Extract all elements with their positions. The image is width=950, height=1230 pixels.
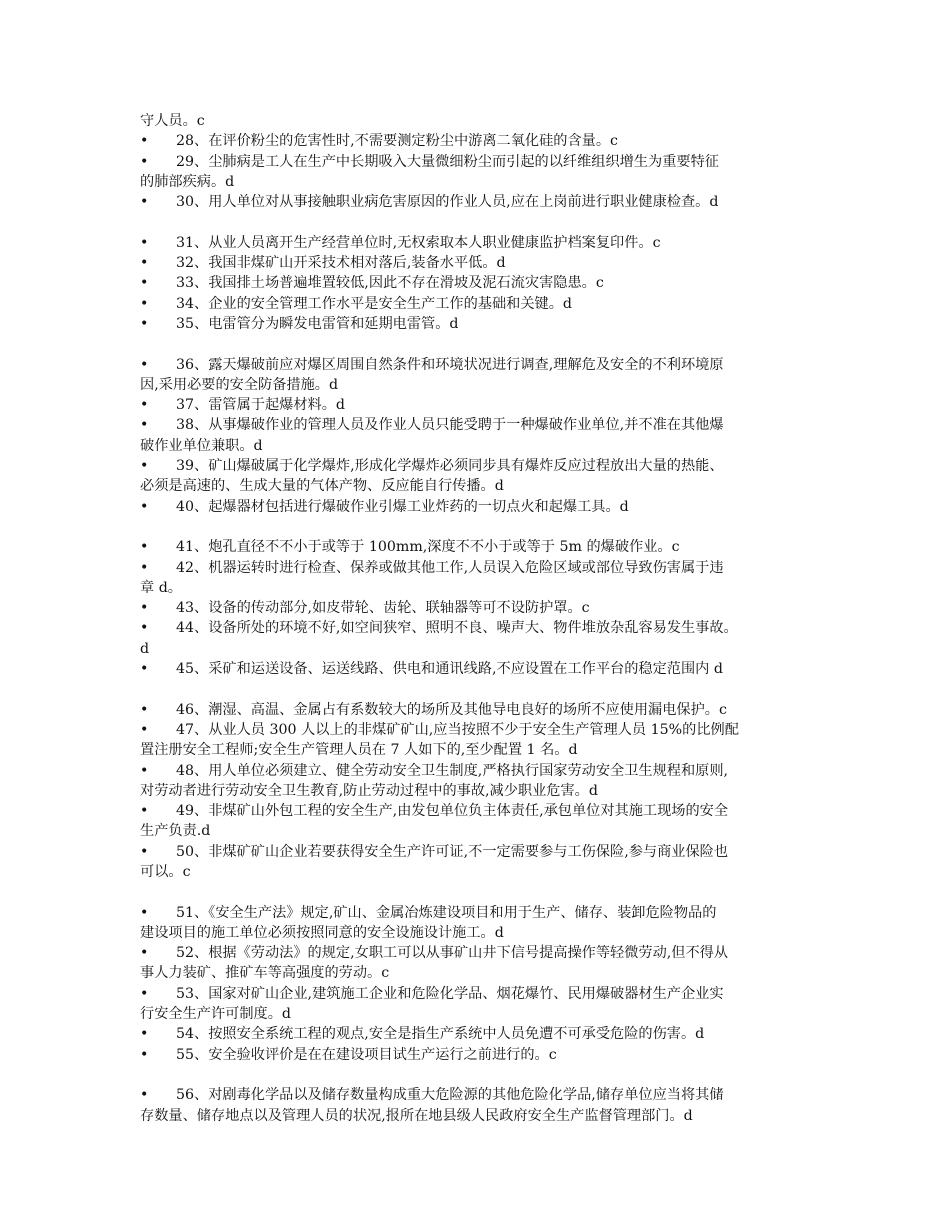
list-item-first-line — [140, 761, 820, 781]
list-item-first-line — [140, 497, 820, 517]
list-item-first-line — [140, 1024, 820, 1044]
list-item — [140, 415, 820, 456]
list-item — [140, 659, 820, 679]
list-item-first-line — [140, 233, 820, 253]
list-item-first-line — [140, 253, 820, 273]
lead-line: 守人员。c — [140, 113, 205, 129]
list-item — [140, 1024, 820, 1044]
bullet-marker: • — [140, 620, 149, 637]
list-item — [140, 943, 820, 984]
bullet-marker: • — [140, 843, 149, 860]
bullet-marker: • — [140, 661, 149, 678]
bullet-marker: • — [140, 417, 149, 434]
bullet-marker: • — [140, 803, 149, 820]
list-item-first-line — [140, 598, 820, 618]
list-item — [140, 152, 820, 193]
list-item-text: 48、用人单位必须建立、健全劳动安全卫生制度,严格执行国家劳动安全卫生规程和原则, — [176, 762, 729, 779]
list-item-text: 36、露天爆破前应对爆区周围自然条件和环境状况进行调查,理解危及安全的不利环境原 — [176, 356, 724, 373]
list-item-text: 50、非煤矿矿山企业若要获得安全生产许可证,不一定需要参与工伤保险,参与商业保险也 — [176, 843, 729, 860]
list-item-text: 37、雷管属于起爆材料。d — [176, 397, 346, 414]
list-item — [140, 1045, 820, 1065]
list-item-text: 44、设备所处的环境不好,如空间狭窄、照明不良、噪声大、物件堆放杂乱容易发生事故。 — [176, 620, 738, 637]
list-item-text: 53、国家对矿山企业,建筑施工企业和危险化学品、烟花爆竹、民用爆破器材生产企业实 — [176, 985, 724, 1002]
bullet-marker: • — [140, 721, 149, 738]
bullet-marker: • — [140, 194, 149, 211]
paragraph-gap — [140, 1065, 820, 1085]
list-item-continuation: 的肺部疾病。d — [140, 173, 235, 190]
list-item-continuation: 对劳动者进行劳动安全卫生教育,防止劳动过程中的事故,减少职业危害。d — [140, 782, 598, 799]
list-item-text: 33、我国排土场普遍堆置较低,因此不存在滑坡及泥石流灾害隐患。c — [176, 275, 604, 292]
list-item-first-line — [140, 415, 820, 435]
list-item-continuation: 生产负责.d — [140, 823, 211, 840]
paragraph-gap — [140, 882, 820, 902]
list-item-first-line — [140, 131, 820, 151]
list-item — [140, 192, 820, 212]
list-item — [140, 842, 820, 883]
list-item-text: 43、设备的传动部分,如皮带轮、齿轮、联轴器等可不设防护罩。c — [176, 600, 590, 617]
bullet-marker: • — [140, 1046, 149, 1063]
list-item-text: 31、从业人员离开生产经营单位时,无权索取本人职业健康监护档案复印件。c — [176, 234, 661, 251]
list-item-first-line — [140, 1085, 820, 1105]
list-item — [140, 1085, 820, 1126]
paragraph-gap — [140, 517, 820, 537]
list-item-first-line — [140, 943, 820, 963]
bullet-marker: • — [140, 295, 149, 312]
list-item — [140, 801, 820, 842]
list-item-first-line — [140, 720, 820, 740]
list-item — [140, 497, 820, 517]
list-item-first-line — [140, 192, 820, 212]
bullet-marker: • — [140, 255, 149, 272]
list-item-continuation: 必须是高速的、生成大量的气体产物、反应能自行传播。d — [140, 478, 504, 495]
list-item-first-line — [140, 395, 820, 415]
list-item-continuation: 可以。c — [140, 863, 191, 880]
list-item — [140, 618, 820, 659]
list-item — [140, 233, 820, 253]
bullet-marker: • — [140, 701, 149, 718]
list-item-first-line — [140, 801, 820, 821]
list-item-text: 38、从事爆破作业的管理人员及作业人员只能受聘于一种爆破作业单位,并不准在其他爆 — [176, 417, 724, 434]
list-item-text: 40、起爆器材包括进行爆破作业引爆工业炸药的一切点火和起爆工具。d — [176, 498, 629, 515]
bullet-marker: • — [140, 133, 149, 150]
document-body — [140, 111, 820, 1126]
list-item-text: 51、《安全生产法》规定,矿山、金属冶炼建设项目和用于生产、储存、装卸危险物品的 — [176, 904, 717, 921]
list-item-text: 47、从业人员 300 人以上的非煤矿矿山,应当按照不少于安全生产管理人员 15%的比例配 — [176, 721, 739, 738]
list-item-text: 42、机器运转时进行检查、保养或做其他工作,人员误入危险区域或部位导致伤害属于违 — [176, 559, 724, 576]
list-item — [140, 720, 820, 761]
list-item-first-line — [140, 537, 820, 557]
list-item-continuation: 建设项目的施工单位必须按照同意的安全设施设计施工。d — [140, 924, 504, 941]
list-item-first-line — [140, 558, 820, 578]
list-item — [140, 598, 820, 618]
list-item — [140, 558, 820, 599]
bullet-marker: • — [140, 153, 149, 170]
list-item-first-line — [140, 1045, 820, 1065]
list-item-first-line — [140, 456, 820, 476]
list-item — [140, 984, 820, 1025]
list-item — [140, 761, 820, 802]
paragraph-gap — [140, 334, 820, 354]
list-item-text: 41、炮孔直径不不小于或等于 100mm,深度不不小于或等于 5m 的爆破作业。c — [176, 539, 680, 556]
list-item-continuation: 存数量、储存地点以及管理人员的状况,报所在地县级人民政府安全生产监督管理部门。d — [140, 1107, 693, 1124]
list-item-first-line — [140, 618, 820, 638]
list-item-first-line — [140, 355, 820, 375]
list-item-continuation: 章 d。 — [140, 579, 182, 596]
bullet-marker: • — [140, 315, 149, 332]
list-item-first-line — [140, 659, 820, 679]
bullet-marker: • — [140, 1026, 149, 1043]
list-item-text: 39、矿山爆破属于化学爆炸,形成化学爆炸必须同步具有爆炸反应过程放出大量的热能、 — [176, 458, 724, 475]
list-item-continuation: d — [140, 640, 150, 657]
list-item-text: 49、非煤矿山外包工程的安全生产,由发包单位负主体责任,承包单位对其施工现场的安全 — [176, 803, 729, 820]
list-item — [140, 294, 820, 314]
list-item-first-line — [140, 314, 820, 334]
list-item-text: 55、安全验收评价是在在建设项目试生产运行之前进行的。c — [176, 1046, 557, 1063]
bullet-marker: • — [140, 234, 149, 251]
bullet-marker: • — [140, 1087, 149, 1104]
list-item — [140, 395, 820, 415]
list-item-text: 34、企业的安全管理工作水平是安全生产工作的基础和关键。d — [176, 295, 573, 312]
list-item-text: 45、采矿和运送设备、运送线路、供电和通讯线路,不应设置在工作平台的稳定范围内 d — [176, 661, 723, 678]
list-item — [140, 253, 820, 273]
bullet-marker: • — [140, 985, 149, 1002]
list-item — [140, 273, 820, 293]
bullet-marker: • — [140, 458, 149, 475]
paragraph-gap — [140, 679, 820, 699]
bullet-marker: • — [140, 539, 149, 556]
list-item-text: 32、我国非煤矿山开采技术相对落后,装备水平低。d — [176, 255, 506, 272]
list-item-first-line — [140, 700, 820, 720]
list-item-text: 56、对剧毒化学品以及储存数量构成重大危险源的其他危险化学品,储存单位应当将其储 — [176, 1087, 724, 1104]
bullet-marker: • — [140, 904, 149, 921]
bullet-marker: • — [140, 762, 149, 779]
list-item-first-line — [140, 984, 820, 1004]
bullet-marker: • — [140, 559, 149, 576]
list-item-text: 52、根据《劳动法》的规定,女职工可以从事矿山井下信号提高操作等轻微劳动,但不得从 — [176, 945, 729, 962]
list-item-continuation: 行安全生产许可制度。d — [140, 1006, 291, 1023]
list-item — [140, 131, 820, 151]
list-item-text: 30、用人单位对从事接触职业病危害原因的作业人员,应在上岗前进行职业健康检查。d — [176, 194, 719, 211]
list-item — [140, 314, 820, 334]
list-item-first-line — [140, 294, 820, 314]
list-item-first-line — [140, 273, 820, 293]
bullet-marker: • — [140, 397, 149, 414]
list-item-text: 54、按照安全系统工程的观点,安全是指生产系统中人员免遭不可承受危险的伤害。d — [176, 1026, 705, 1043]
list-item — [140, 537, 820, 557]
list-item — [140, 456, 820, 497]
list-item-continuation: 置注册安全工程师;安全生产管理人员在 7 人如下的,至少配置 1 名。d — [140, 742, 578, 759]
list-item-first-line — [140, 903, 820, 923]
list-item-continuation: 因,采用必要的安全防备措施。d — [140, 376, 339, 393]
list-item-continuation: 事人力装矿、推矿车等高强度的劳动。c — [140, 965, 390, 982]
list-item-text: 46、潮湿、高温、金属占有系数较大的场所及其他导电良好的场所不应使用漏电保护。c — [176, 701, 727, 718]
list-item-text: 28、在评价粉尘的危害性时,不需要测定粉尘中游离二氧化硅的含量。c — [176, 133, 618, 150]
bullet-marker: • — [140, 275, 149, 292]
list-item — [140, 903, 820, 944]
list-item — [140, 700, 820, 720]
bullet-marker: • — [140, 356, 149, 373]
bullet-marker: • — [140, 498, 149, 515]
paragraph-gap — [140, 212, 820, 232]
list-item-text: 29、尘肺病是工人在生产中长期吸入大量微细粉尘而引起的以纤维组织增生为重要特征 — [176, 153, 719, 170]
list-item-first-line — [140, 152, 820, 172]
list-item-continuation: 破作业单位兼职。d — [140, 437, 263, 454]
list-item-text: 35、电雷管分为瞬发电雷管和延期电雷管。d — [176, 315, 459, 332]
list-item-first-line — [140, 842, 820, 862]
list-item — [140, 355, 820, 396]
bullet-marker: • — [140, 600, 149, 617]
bullet-marker: • — [140, 945, 149, 962]
